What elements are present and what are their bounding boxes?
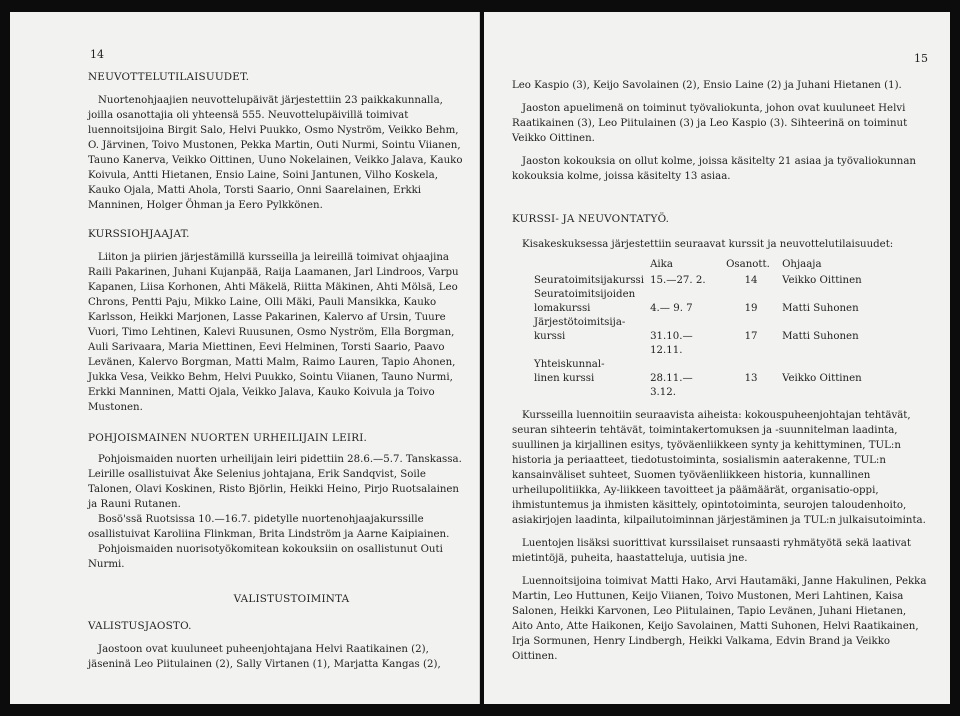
course-count: 17 <box>744 331 758 342</box>
right-page <box>484 12 950 704</box>
course-name: Yhteiskunnal- <box>534 359 605 370</box>
paragraph-tyovaliokunta: Jaoston apuelimenä on toiminut työvaliokunta, johon ovat kuuluneet Helvi Raatikainen (3), Leo Piitulainen (3) ja Leo Kaspio (3). Sihteerinä on toiminut Veikko Oittinen. <box>512 103 908 144</box>
header-course <box>534 258 650 274</box>
course-count: 13 <box>744 373 758 384</box>
course-name: linen kurssi <box>534 373 595 384</box>
course-leader: Matti Suhonen <box>782 303 859 314</box>
course-leader <box>782 358 904 372</box>
section-title-pohjoismainen-leiri: POHJOISMAINEN NUORTEN URHEILIJAIN LEIRI. <box>88 432 368 444</box>
courses-table-header <box>534 258 904 274</box>
table-row <box>534 302 904 316</box>
courses-table <box>534 258 904 400</box>
course-name: lomakurssi <box>534 303 591 314</box>
section-title-valistusjaosto: VALISTUSJAOSTO. <box>88 620 192 632</box>
paragraph-valistusjaosto: Jaostoon ovat kuuluneet puheenjohtajana Helvi Raatikainen (2), jäseninä Leo Piitulainen (2), Sally Virtanen (1), Marjatta Kangas (2), <box>88 644 441 670</box>
paragraph-kisakeskus-intro: Kisakeskuksessa järjestettiin seuraavat kurssit ja neuvottelutilaisuudet: <box>522 239 894 250</box>
paragraph-kokoukset: Jaoston kokouksia on ollut kolme, joissa käsitelty 21 asiaa ja työvaliokunnan kokouksia kolme, joissa käsitelty 13 asiaa. <box>512 156 916 182</box>
course-leader: Veikko Oittinen <box>782 373 862 384</box>
course-count: 19 <box>744 303 758 314</box>
header-date: Aika <box>650 259 673 270</box>
course-count <box>726 358 782 372</box>
course-leader: Veikko Oittinen <box>782 275 862 286</box>
course-date: 15.—27. 2. <box>650 275 706 286</box>
paragraph-boso: Bosö'ssä Ruotsissa 10.—16.7. pidetylle nuortenohjaajakurssille osallistuivat Karoliina Flinkman, Brita Lindström ja Aarne Kaipiainen. <box>88 514 450 540</box>
course-date: 31.10.—12.11. <box>650 331 693 356</box>
course-date: 4.— 9. 7 <box>650 303 693 314</box>
left-page-content <box>88 70 465 672</box>
paragraph-kurssiaiheet: Kursseilla luennoitiin seuraavista aiheista: kokouspuheenjohtajan tehtävät, seuran sihteerin tehtävät, toimintakertomuksen ja -suunnitelman laadinta, suullinen ja kirjallinen esitys, työväenliikkeen synty ja kehittyminen, TUL:n historia ja periaatteet, tiedotustoiminta, sosialismin aaterakenne, TUL:n kansainväliset suhteet, Suomen työväenliikkeen historia, kunnallinen urheilupolitiikka, Ay-liikkeen tavoitteet ja päämäärät, organisatio-oppi, ihmistuntemus ja ihmisten käsittely, opintotoiminta, seurojen taloudenhoito, asiakirjojen laadinta, kilpailutoiminnan järjestäminen ja TUL:n julkaisutoiminta. <box>512 410 926 526</box>
course-leader <box>782 316 904 330</box>
course-leader <box>782 288 904 302</box>
course-date: 28.11.— 3.12. <box>650 373 693 398</box>
course-count <box>726 316 782 330</box>
table-row <box>534 288 904 302</box>
paragraph-jaosto-continued: Leo Kaspio (3), Keijo Savolainen (2), Ensio Laine (2) ja Juhani Hietanen (1). <box>512 80 902 91</box>
chapter-title-valistustoiminta: VALISTUSTOIMINTA <box>233 593 350 605</box>
course-leader: Matti Suhonen <box>782 331 859 342</box>
course-date <box>650 288 726 302</box>
paragraph-nuorisotyokomitea: Pohjoismaiden nuorisotyökomitean kokouksiin on osallistunut Outi Nurmi. <box>88 544 443 570</box>
course-name: kurssi <box>534 331 566 342</box>
course-name: Seuratoimitsijakurssi <box>534 275 645 286</box>
course-count: 14 <box>744 275 758 286</box>
table-row <box>534 330 904 358</box>
table-row <box>534 274 904 288</box>
paragraph-neuvottelupaivat: Nuortenohjaajien neuvottelupäivät järjestettiin 23 paikkakunnalla, joilla osanottajia oli yhteensä 555. Neuvottelupäivillä toimivat luennoitsijoina Birgit Salo, Helvi Puukko, Osmo Nyström, Veikko Behm, O. Järvinen, Toivo Mustonen, Pekka Martin, Outi Nurmi, Sointu Viianen, Tauno Kanerva, Veikko Oittinen, Uuno Nokelainen, Veikko Jalava, Kauko Koivula, Antti Hietanen, Ensio Laine, Soini Jantunen, Vilho Koskela, Kauko Ojala, Matti Ahola, Torsti Saario, Onni Saarelainen, Erkki Manninen, Holger Öhman ja Eero Pylkkönen. <box>88 95 463 211</box>
header-count: Osanott. <box>726 259 770 270</box>
table-row <box>534 358 904 372</box>
section-title-kurssiohjaajat: KURSSIOHJAAJAT. <box>88 228 190 240</box>
paragraph-luennoitsijat: Luennoitsijoina toimivat Matti Hako, Arvi Hautamäki, Janne Hakulinen, Pekka Martin, Leo Huttunen, Keijo Viianen, Toivo Mustonen, Meri Lahtinen, Kaisa Salonen, Heikki Karvonen, Leo Piitulainen, Tapio Levänen, Juhani Hietanen, Aito Anto, Atte Haikonen, Keijo Savolainen, Matti Suhonen, Helvi Raatikainen, Irja Sormunen, Henry Lindbergh, Heikki Valkama, Edvin Brand ja Veikko Oittinen. <box>512 576 927 662</box>
course-name: Järjestötoimitsija- <box>534 317 626 328</box>
paragraph-kurssiohjaajat: Liiton ja piirien järjestämillä kursseilla ja leireillä toimivat ohjaajina Raili Pakarinen, Juhani Kujanpää, Raija Laamanen, Jarl Lindroos, Varpu Kapanen, Liisa Korhonen, Ahti Mäkelä, Riitta Mäkinen, Ahti Mölsä, Leo Chrons, Pentti Paju, Mikko Laine, Olli Mäki, Pauli Mansikka, Kauko Karlsson, Heikki Marjonen, Lasse Pakarinen, Kalervo af Ursin, Tuure Vuori, Timo Lehtinen, Kalevi Ruusunen, Osmo Nyström, Ella Borgman, Auli Sarivaara, Maria Miettinen, Eevi Helminen, Torsti Saario, Paavo Levänen, Kalervo Borgman, Matti Malm, Raimo Lauren, Tapio Ahonen, Jukka Vesa, Veikko Behm, Helvi Puukko, Sointu Viianen, Tauno Nurmi, Erkki Manninen, Matti Ojala, Veikko Jalava, Kauko Koivula ja Toivo Mustonen. <box>88 252 459 413</box>
page-number-left: 14 <box>90 48 104 61</box>
section-title-neuvottelutilaisuudet: NEUVOTTELUTILAISUUDET. <box>88 71 250 83</box>
course-date <box>650 358 726 372</box>
course-name: Seuratoimitsijoiden <box>534 289 636 300</box>
header-leader: Ohjaaja <box>782 259 822 270</box>
course-date <box>650 316 726 330</box>
right-page-content <box>512 78 930 664</box>
table-row <box>534 316 904 330</box>
paragraph-ryhmatyo: Luentojen lisäksi suorittivat kurssilaiset runsaasti ryhmätyötä sekä laativat mietintöjä, puheita, haastatteluja, uutisia jne. <box>512 538 911 564</box>
left-page <box>10 12 480 704</box>
page-number-right: 15 <box>914 52 928 65</box>
paragraph-leiri: Pohjoismaiden nuorten urheilijain leiri pidettiin 28.6.—5.7. Tanskassa. Leirille osallistuivat Åke Selenius johtajana, Erik Sandqvist, Soile Talonen, Olavi Koskinen, Risto Björlin, Heikki Heino, Pirjo Ruotsalainen ja Rauni Rutanen. <box>88 454 462 510</box>
table-row <box>534 372 904 400</box>
section-title-kurssi-ja-neuvontatyo: KURSSI- JA NEUVONTATYÖ. <box>512 213 670 225</box>
course-count <box>726 288 782 302</box>
